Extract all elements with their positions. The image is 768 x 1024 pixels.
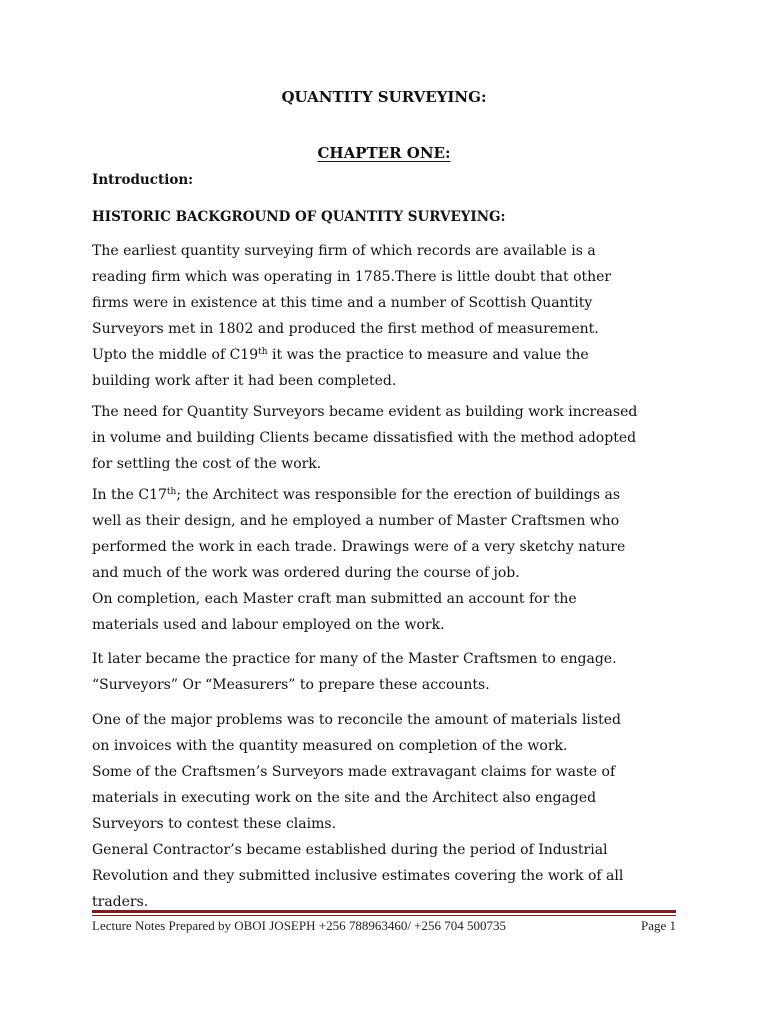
- paragraph-line: One of the major problems was to reconcile the amount of materials listed: [92, 712, 621, 728]
- paragraph-line: traders.: [92, 894, 149, 910]
- paragraph-architect: [92, 482, 712, 638]
- paragraph-line: firms were in existence at this time and a number of Scottish Quantity: [92, 295, 593, 311]
- superscript: th: [258, 347, 268, 357]
- paragraph-line: Revolution and they submitted inclusive estimates covering the work of all: [92, 868, 624, 884]
- document-title: QUANTITY SURVEYING:: [281, 88, 487, 106]
- paragraph-line: On completion, each Master craft man submitted an account for the: [92, 591, 577, 607]
- footer-divider-thin: [92, 915, 676, 916]
- paragraph-line: Surveyors met in 1802 and produced the first method of measurement.: [92, 321, 599, 337]
- footer-divider: [92, 910, 676, 913]
- paragraph-line: well as their design, and he employed a number of Master Craftsmen who: [92, 513, 620, 529]
- paragraph-line: building work after it had been completed.: [92, 373, 397, 389]
- paragraph-problems: [92, 707, 712, 915]
- paragraph-line: Some of the Craftsmen’s Surveyors made extravagant claims for waste of: [92, 764, 616, 780]
- paragraph-line: [92, 342, 712, 368]
- line-text: In the C17: [92, 487, 167, 503]
- paragraph-line: materials used and labour employed on the work.: [92, 617, 445, 633]
- chapter-title: CHAPTER ONE:: [317, 144, 451, 162]
- paragraph-line: and much of the work was ordered during the course of job.: [92, 565, 520, 581]
- paragraph-line: reading firm which was operating in 1785.There is little doubt that other: [92, 269, 612, 285]
- paragraph-line: in volume and building Clients became dissatisfied with the method adopted: [92, 430, 637, 446]
- paragraph-line: General Contractor’s became established during the period of Industrial: [92, 842, 608, 858]
- paragraph-line: Surveyors to contest these claims.: [92, 816, 337, 832]
- introduction-heading: Introduction:: [92, 172, 194, 188]
- superscript: th: [166, 487, 177, 497]
- footer-author-contact: Lecture Notes Prepared by OBOI JOSEPH +256 788963460/ +256 704 500735: [92, 918, 507, 933]
- line-text: Upto the middle of C19: [92, 347, 259, 363]
- paragraph-line: materials in executing work on the site and the Architect also engaged: [92, 790, 597, 806]
- line-text: it was the practice to measure and value the: [267, 347, 589, 363]
- paragraph-line: “Surveyors” Or “Measurers” to prepare these accounts.: [92, 677, 490, 693]
- paragraph-line: [92, 482, 712, 508]
- paragraph-history: [92, 238, 712, 394]
- paragraph-line: The need for Quantity Surveyors became evident as building work increased: [92, 404, 638, 420]
- paragraph-line: for settling the cost of the work.: [92, 456, 322, 472]
- paragraph-need: [92, 399, 712, 477]
- paragraph-line: performed the work in each trade. Drawings were of a very sketchy nature: [92, 539, 626, 555]
- paragraph-line: on invoices with the quantity measured on completion of the work.: [92, 738, 568, 754]
- page-number: Page 1: [640, 918, 676, 933]
- paragraph-surveyors: [92, 646, 712, 698]
- line-text: ; the Architect was responsible for the erection of buildings as: [176, 487, 621, 503]
- paragraph-line: It later became the practice for many of the Master Craftsmen to engage.: [92, 651, 617, 667]
- section-heading: HISTORIC BACKGROUND OF QUANTITY SURVEYING:: [92, 209, 506, 225]
- paragraph-line: The earliest quantity surveying firm of which records are available is a: [92, 243, 596, 259]
